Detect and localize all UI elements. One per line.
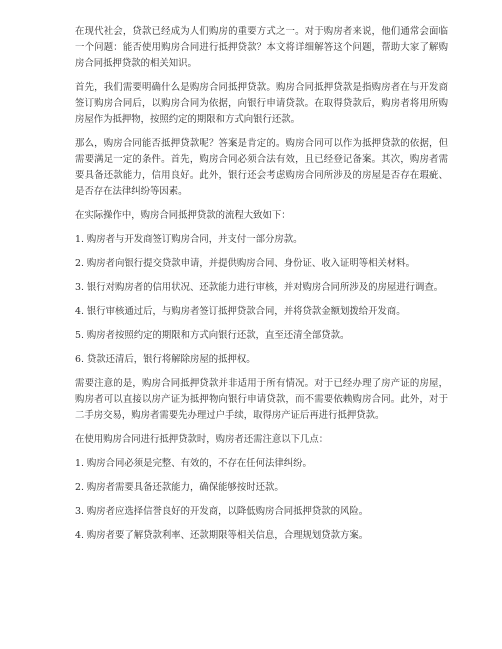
paragraph-definition: 首先，我们需要明确什么是购房合同抵押贷款。购房合同抵押贷款是指购房者在与开发商签订购房合同后，以购房合同为依据，向银行申请贷款。在取得贷款后，购房者将用所购房屋作为抵押物，按照约定的期限和方式向银行还款。	[75, 82, 448, 125]
list-item-process-4: 4. 银行审核通过后，与购房者签订抵押贷款合同，并将贷款金额划拨给开发商。	[75, 306, 406, 317]
list-item-note-3: 3. 购房者应选择信誉良好的开发商，以降低购房合同抵押贷款的风险。	[75, 506, 369, 517]
paragraph-process-intro: 在实际操作中，购房合同抵押贷款的流程大致如下：	[75, 210, 291, 221]
list-item-process-1: 1. 购房者与开发商签订购房合同，并支付一部分房款。	[75, 234, 303, 245]
list-item-note-2: 2. 购房者需要具备还款能力，确保能够按时还款。	[75, 482, 284, 493]
list-item-note-1: 1. 购房合同必须是完整、有效的，不存在任何法律纠纷。	[75, 458, 312, 469]
paragraph-intro: 在现代社会，贷款已经成为人们购房的重要方式之一。对于购房者来说，他们通常会面临一个问题：能否使用购房合同进行抵押贷款？本文将详细解答这个问题，帮助大家了解购房合同抵押贷款的相关知识。	[75, 26, 448, 69]
list-item-note-4: 4. 购房者要了解贷款利率、还款期限等相关信息，合理规划贷款方案。	[75, 530, 369, 541]
paragraph-exceptions: 需要注意的是，购房合同抵押贷款并非适用于所有情况。对于已经办理了房产证的房屋，购房者可以直接以房产证为抵押物向银行申请贷款，而不需要依赖购房合同。此外，对于二手房交易，购房者需要先办理过户手续，取得房产证后再进行抵押贷款。	[75, 378, 448, 421]
paragraph-notes-intro: 在使用购房合同进行抵押贷款时，购房者还需注意以下几点：	[75, 434, 329, 445]
list-item-process-3: 3. 银行对购房者的信用状况、还款能力进行审核，并对购房合同所涉及的房屋进行调查。	[75, 282, 444, 293]
list-item-process-6: 6. 贷款还清后，银行将解除房屋的抵押权。	[75, 354, 256, 365]
paragraph-conditions: 那么，购房合同能否抵押贷款呢？答案是肯定的。购房合同可以作为抵押贷款的依据，但需要满足一定的条件。首先，购房合同必须合法有效，且已经登记备案。其次，购房者需要具备还款能力，信用良好。此外，银行还会考虑购房合同所涉及的房屋是否存在瑕疵、是否存在法律纠纷等因素。	[75, 138, 448, 197]
list-item-process-2: 2. 购房者向银行提交贷款申请，并提供购房合同、身份证、收入证明等相关材料。	[75, 258, 416, 269]
list-item-process-5: 5. 购房者按照约定的期限和方式向银行还款，直至还清全部贷款。	[75, 330, 350, 341]
